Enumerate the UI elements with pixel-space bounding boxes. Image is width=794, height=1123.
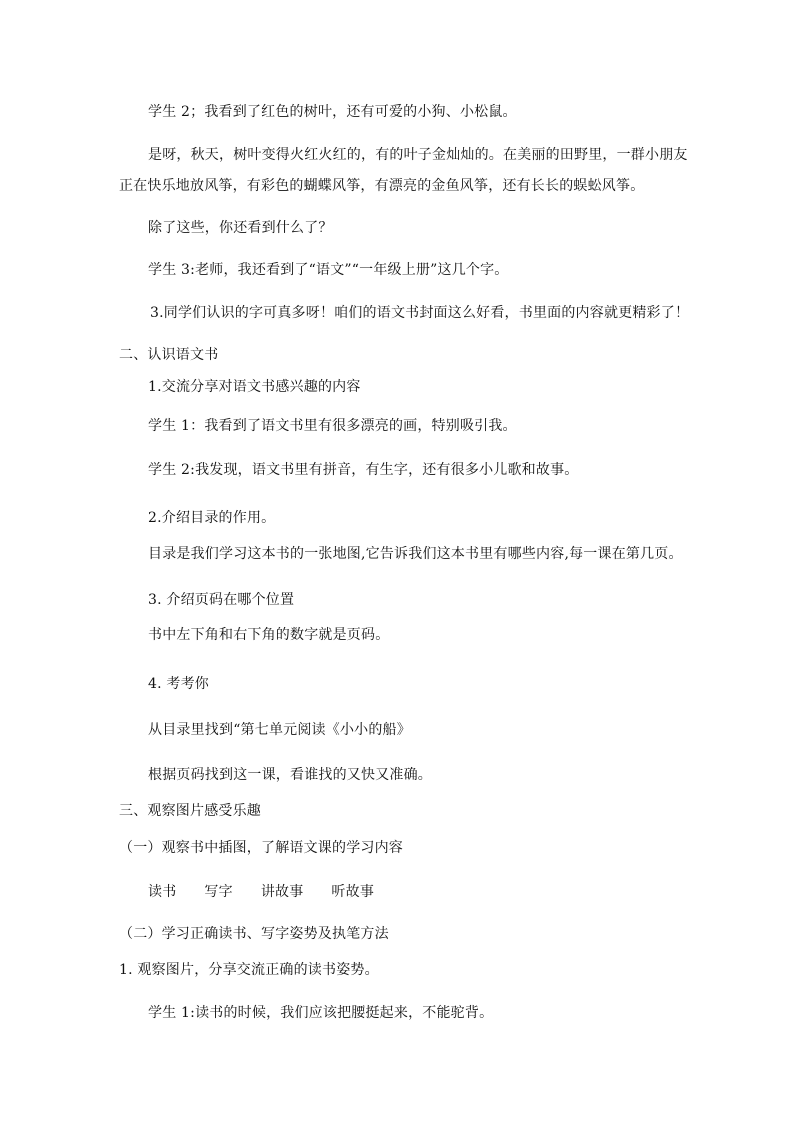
- text-line-student2-answer: 学生 2；我看到了红色的树叶，还有可爱的小狗、小松鼠。: [148, 104, 517, 120]
- text-line-student1-reading-posture: 学生 1:读书的时候，我们应该把腰挺起来，不能驼背。: [148, 1005, 494, 1021]
- activity-reading: 读书: [148, 884, 177, 900]
- text-line-item-1: 1.交流分享对语文书感兴趣的内容: [148, 379, 361, 395]
- activity-list: [148, 883, 374, 901]
- section-heading-2: 二、认识语文书: [119, 347, 219, 363]
- text-line-teacher-question: 除了这些，你还看到什么了？: [148, 220, 333, 236]
- activity-listening: 听故事: [331, 884, 375, 900]
- activity-writing: 写字: [204, 884, 233, 900]
- text-line-student3-answer: 学生 3:老师，我还看到了“语文”“一年级上册”这几个字。: [148, 262, 509, 278]
- text-line-observe-pictures: 1. 观察图片，分享交流正确的读书姿势。: [119, 962, 379, 978]
- text-line-item-4: 4. 考考你: [148, 676, 210, 692]
- text-line-student2-discovery: 学生 2:我发现，语文书里有拼音，有生字，还有很多小儿歌和故事。: [148, 462, 579, 478]
- text-line-page-number-explanation: 书中左下角和右下角的数字就是页码。: [148, 627, 390, 643]
- text-line-toc-explanation: 目录是我们学习这本书的一张地图,它告诉我们这本书里有哪些内容,每一课在第几页。: [148, 546, 683, 562]
- text-line-item-3: 3. 介绍页码在哪个位置: [148, 592, 295, 608]
- text-line-find-lesson: 从目录里找到“第七单元阅读《小小的船》: [148, 722, 411, 738]
- subsection-heading-1: （一）观察书中插图，了解语文课的学习内容: [119, 840, 403, 856]
- text-line-item-2: 2.介绍目录的作用。: [148, 510, 276, 526]
- text-line-autumn-description-2: 正在快乐地放风筝，有彩色的蝴蝶风筝，有漂亮的金鱼风筝，还有长长的蜈蚣风筝。: [119, 178, 645, 194]
- text-line-autumn-description-1: 是呀，秋天，树叶变得火红火红的，有的叶子金灿灿的。在美丽的田野里，一群小朋友: [148, 147, 688, 163]
- section-heading-3: 三、观察图片感受乐趣: [119, 803, 261, 819]
- subsection-heading-2: （二）学习正确读书、写字姿势及执笔方法: [119, 926, 389, 942]
- activity-storytelling: 讲故事: [260, 884, 304, 900]
- text-line-find-by-page: 根据页码找到这一课，看谁找的又快又准确。: [148, 767, 432, 783]
- text-line-student1-answer: 学生 1：我看到了语文书里有很多漂亮的画，特别吸引我。: [148, 418, 517, 434]
- text-line-point-3: 3.同学们认识的字可真多呀！咱们的语文书封面这么好看，书里面的内容就更精彩了！: [150, 305, 690, 321]
